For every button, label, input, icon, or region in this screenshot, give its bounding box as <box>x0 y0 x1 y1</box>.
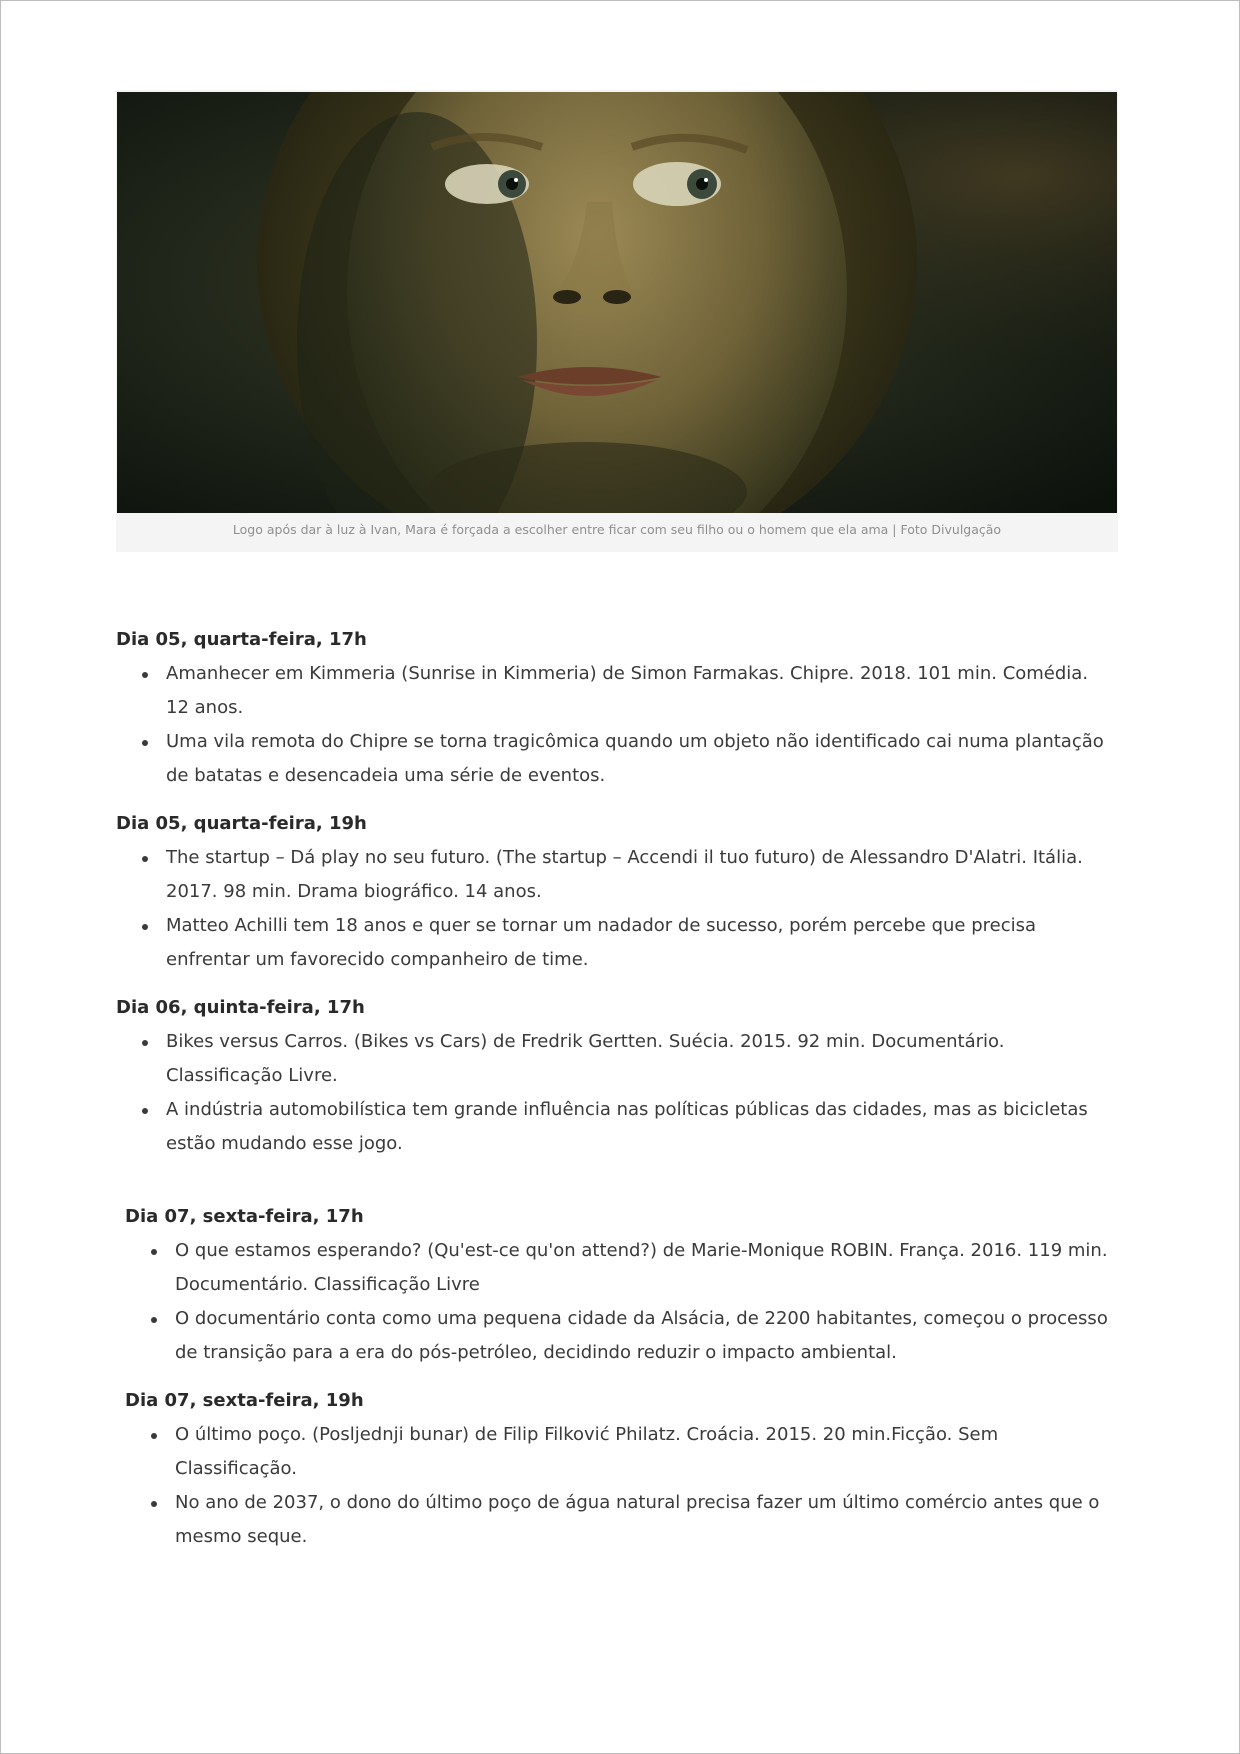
session-block <box>125 1384 1125 1554</box>
film-still-photo <box>117 92 1117 513</box>
film-synopsis-text: Uma vila remota do Chipre se torna tragicômica quando um objeto não identificado cai numa plantação de batatas e desencadeia uma série de eventos. <box>166 731 1104 786</box>
film-details-item <box>116 1025 1116 1093</box>
session-items <box>116 841 1116 977</box>
film-details-text: Amanhecer em Kimmeria (Sunrise in Kimmeria) de Simon Farmakas. Chipre. 2018. 101 min. Comédia. 12 anos. <box>166 663 1089 718</box>
session-items <box>116 657 1116 793</box>
film-synopsis-text: Matteo Achilli tem 18 anos e quer se tornar um nadador de sucesso, porém percebe que precisa enfrentar um favorecido companheiro de time. <box>166 915 1037 970</box>
session-items <box>125 1234 1125 1370</box>
film-details-item <box>125 1234 1125 1302</box>
bullet-icon <box>142 856 148 862</box>
bullet-icon <box>142 740 148 746</box>
session-block <box>116 991 1116 1161</box>
film-synopsis-item <box>125 1486 1125 1554</box>
session-heading: Dia 07, sexta-feira, 19h <box>125 1390 364 1411</box>
film-synopsis-item <box>125 1302 1125 1370</box>
film-synopsis-text: A indústria automobilística tem grande influência nas políticas públicas das cidades, mas as bicicletas estão mudando esse jogo. <box>166 1099 1088 1154</box>
session-items <box>116 1025 1116 1161</box>
film-details-item <box>116 657 1116 725</box>
film-still-figure <box>116 90 1118 552</box>
film-details-text: Bikes versus Carros. (Bikes vs Cars) de Fredrik Gertten. Suécia. 2015. 92 min. Documentário. Classificação Livre. <box>166 1031 1005 1086</box>
session-heading: Dia 05, quarta-feira, 17h <box>116 629 367 650</box>
session-items <box>125 1418 1125 1554</box>
session-heading: Dia 07, sexta-feira, 17h <box>125 1206 364 1227</box>
bullet-icon <box>151 1317 157 1323</box>
film-synopsis-item <box>116 725 1116 793</box>
film-details-item <box>125 1418 1125 1486</box>
session-heading: Dia 06, quinta-feira, 17h <box>116 997 365 1018</box>
film-details-text: O último poço. (Posljednji bunar) de Filip Filković Philatz. Croácia. 2015. 20 min.Ficção. Sem Classificação. <box>175 1424 999 1479</box>
film-synopsis-item <box>116 909 1116 977</box>
session-block <box>116 623 1116 793</box>
bullet-icon <box>142 1040 148 1046</box>
film-details-item <box>116 841 1116 909</box>
bullet-icon <box>142 924 148 930</box>
session-block <box>116 807 1116 977</box>
film-synopsis-text: No ano de 2037, o dono do último poço de água natural precisa fazer um último comércio antes que o mesmo seque. <box>175 1492 1100 1547</box>
film-details-text: O que estamos esperando? (Qu'est-ce qu'on attend?) de Marie-Monique ROBIN. França. 2016. 119 min. Documentário. Classificação Livre <box>175 1240 1108 1295</box>
bullet-icon <box>151 1433 157 1439</box>
photo-caption: Logo após dar à luz à Ivan, Mara é forçada a escolher entre ficar com seu filho ou o homem que ela ama | Foto Divulgação <box>232 522 1002 537</box>
session-heading: Dia 05, quarta-feira, 19h <box>116 813 367 834</box>
film-details-text: The startup – Dá play no seu futuro. (The startup – Accendi il tuo futuro) de Alessandro D'Alatri. Itália. 2017. 98 min. Drama biográfico. 14 anos. <box>166 847 1083 902</box>
session-block <box>125 1200 1125 1370</box>
film-synopsis-text: O documentário conta como uma pequena cidade da Alsácia, de 2200 habitantes, começou o processo de transição para a era do pós-petróleo, decidindo reduzir o impacto ambiental. <box>175 1308 1108 1363</box>
bullet-icon <box>142 1108 148 1114</box>
bullet-icon <box>151 1249 157 1255</box>
film-synopsis-item <box>116 1093 1116 1161</box>
bullet-icon <box>142 672 148 678</box>
bullet-icon <box>151 1501 157 1507</box>
